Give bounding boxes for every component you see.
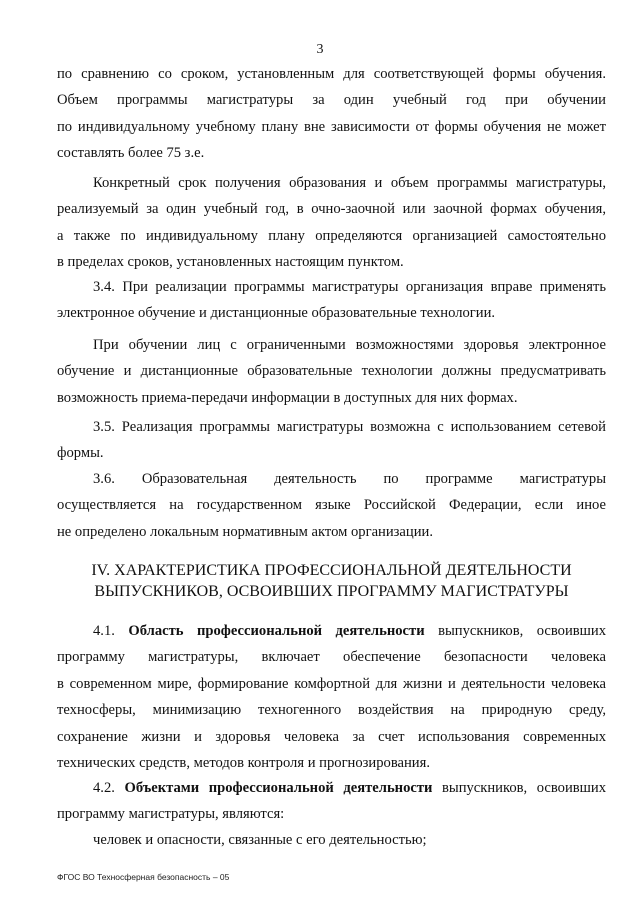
page-number: 3 bbox=[316, 42, 324, 57]
text-line: технических средств, методов контроля и прогнозирования. bbox=[57, 755, 430, 772]
text-line: обучение и дистанционные образовательные технологии должны предусматривать bbox=[57, 363, 606, 380]
item-number: 4.2. bbox=[93, 780, 125, 796]
text-line: реализуемый за один учебный год, в очно-заочной или заочной формах обучения, bbox=[57, 201, 606, 218]
section-heading bbox=[57, 560, 606, 602]
text-line: электронное обучение и дистанционные образовательные технологии. bbox=[57, 305, 496, 322]
heading-line: ВЫПУСКНИКОВ, ОСВОИВШИХ ПРОГРАММУ МАГИСТРАТУРЫ bbox=[94, 583, 569, 600]
text-line: в современном мире, формирование комфортной для жизни и деятельности человека bbox=[57, 675, 606, 692]
paragraph-disabilities bbox=[57, 332, 606, 411]
heading-line: IV. ХАРАКТЕРИСТИКА ПРОФЕССИОНАЛЬНОЙ ДЕЯТЕЛЬНОСТИ bbox=[91, 562, 572, 579]
text-line: 3.6. Образовательная деятельность по программе магистратуры bbox=[93, 471, 606, 487]
text-line: Объем программы магистратуры за один учебный год при обучении bbox=[57, 92, 606, 109]
text-line: 3.4. При реализации программы магистратуры организация вправе применять bbox=[93, 279, 606, 295]
text-run: выпускников, освоивших bbox=[432, 780, 607, 796]
text-line: по сравнению со сроком, установленным для соответствующей формы обучения. bbox=[57, 66, 606, 82]
list-item bbox=[57, 827, 606, 853]
paragraph-3-6 bbox=[57, 466, 606, 545]
text-line: 3.5. Реализация программы магистратуры возможна с использованием сетевой bbox=[93, 419, 606, 435]
paragraph-3-5 bbox=[57, 414, 606, 467]
item-number: 4.1. bbox=[93, 623, 129, 639]
text-line: программу магистратуры, являются: bbox=[57, 806, 285, 823]
text-line: Конкретный срок получения образования и объем программы магистратуры, bbox=[93, 175, 606, 191]
paragraph-continuation bbox=[57, 61, 606, 167]
text-line: не определено локальным нормативным актом организации. bbox=[57, 523, 433, 540]
text-line: возможность приема-передачи информации в доступных для них формах. bbox=[57, 389, 518, 406]
text-line: сохранение жизни и здоровья человека за счет использования современных bbox=[57, 728, 606, 745]
bold-term: Область профессиональной деятельности bbox=[128, 623, 425, 639]
text-line: в пределах сроков, установленных настоящим пунктом. bbox=[57, 254, 404, 271]
text-line: При обучении лиц с ограниченными возможностями здоровья электронное bbox=[93, 337, 606, 353]
text-line: техносферы, минимизацию техногенного воздействия на природную среду, bbox=[57, 702, 606, 719]
footer-note: ФГОС ВО Техносферная безопасность – 05 bbox=[57, 872, 230, 882]
text-line: составлять более 75 з.е. bbox=[57, 145, 205, 162]
text-run: выпускников, освоивших bbox=[424, 623, 606, 639]
text-line: формы. bbox=[57, 445, 104, 462]
text-line: а также по индивидуальному плану определяются организацией самостоятельно bbox=[57, 227, 606, 244]
bold-term: Объектами профессиональной деятельности bbox=[124, 780, 433, 796]
text-line: по индивидуальному учебному плану вне зависимости от формы обучения не может bbox=[57, 118, 606, 135]
text-line bbox=[57, 618, 606, 644]
text-line bbox=[57, 775, 606, 801]
paragraph-4-2 bbox=[57, 775, 606, 828]
text-line: программу магистратуры, включает обеспечение безопасности человека bbox=[57, 649, 606, 666]
paragraph-4-1 bbox=[57, 618, 606, 776]
text-line: осуществляется на государственном языке Российской Федерации, если иное bbox=[57, 497, 606, 514]
paragraph-3-4 bbox=[57, 274, 606, 327]
paragraph-term bbox=[57, 170, 606, 276]
text-line: человек и опасности, связанные с его деятельностью; bbox=[93, 832, 427, 848]
